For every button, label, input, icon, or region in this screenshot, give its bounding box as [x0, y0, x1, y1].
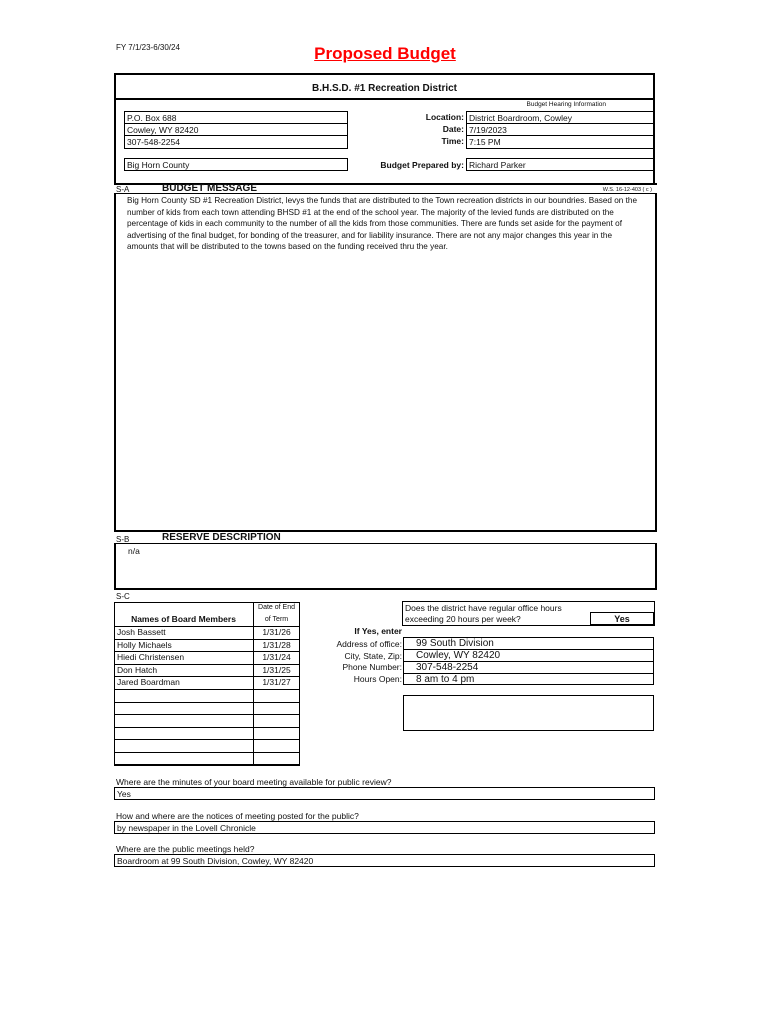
address-line2: Cowley, WY 82420	[125, 124, 347, 136]
reserve-heading: RESERVE DESCRIPTION	[162, 532, 281, 543]
board-member-name: Josh Bassett	[117, 627, 166, 637]
hearing-heading: Budget Hearing Information	[526, 101, 606, 108]
date-label: Date:	[442, 124, 464, 134]
board-member-term: 1/31/24	[262, 652, 291, 663]
time-label: Time:	[441, 136, 464, 146]
address-box	[124, 111, 348, 149]
county-field: Big Horn County	[124, 158, 348, 171]
office-info-box	[403, 637, 654, 685]
statute-ref: W.S. 16-12-403 ( c )	[602, 187, 652, 193]
minutes-question: Where are the minutes of your board meeting available for public review?	[116, 777, 392, 787]
address-line1: P.O. Box 688	[125, 112, 347, 124]
term-header-1: Date of End	[258, 604, 295, 611]
office-question-line1: Does the district have regular office hours	[405, 603, 562, 613]
budget-message-line: number of kids from each town attending BHSD #1 at the end of the school year. The majority of the levied funds are distributed on the	[127, 207, 614, 217]
notices-question: How and where are the notices of meeting posted for the public?	[116, 811, 359, 821]
prepared-by-value: Richard Parker	[466, 158, 654, 171]
office-city-label: City, State, Zip:	[344, 651, 402, 661]
address-phone: 307-548-2254	[127, 137, 180, 147]
office-city: Cowley, WY 82420	[404, 650, 653, 662]
prepared-by-label: Budget Prepared by:	[380, 160, 464, 170]
board-member-term: 1/31/28	[262, 639, 291, 650]
meetings-question: Where are the public meetings held?	[116, 844, 255, 854]
minutes-answer: Yes	[114, 787, 655, 800]
time-value: 7:15 PM	[469, 137, 501, 147]
section-code-sa: S-A	[116, 185, 130, 194]
district-banner	[114, 73, 655, 100]
fiscal-year: FY 7/1/23-6/30/24	[116, 43, 180, 52]
hearing-box	[466, 111, 654, 149]
location-label: Location:	[425, 112, 464, 122]
budget-message-line: percentage of kids in each community to the number of all the kids from those communities. There are funds set aside for the payment of	[127, 219, 622, 228]
location-value: District Boardroom, Cowley	[467, 112, 653, 124]
budget-message-text	[127, 195, 652, 253]
board-member-name: Jared Boardman	[117, 677, 180, 688]
office-address-label: Address of office:	[336, 639, 402, 649]
office-question-line2: exceeding 20 hours per week?	[405, 614, 521, 624]
section-code-sb: S-B	[116, 535, 130, 544]
names-header: Names of Board Members	[131, 614, 236, 624]
notices-answer: by newspaper in the Lovell Chronicle	[114, 821, 655, 834]
budget-message-line: amounts that will be distributed to the towns based on the funding received thru the year.	[127, 242, 448, 251]
reserve-text: n/a	[128, 546, 140, 556]
office-hours-label: Hours Open:	[353, 674, 402, 684]
office-phone: 307-548-2254	[404, 662, 653, 674]
date-value: 7/19/2023	[467, 124, 653, 136]
board-member-name: Holly Michaels	[117, 639, 172, 650]
board-member-name: Hiedi Christensen	[117, 652, 185, 663]
board-member-name: Don Hatch	[117, 664, 158, 675]
board-member-term: 1/31/27	[262, 677, 291, 688]
if-yes-label: If Yes, enter	[354, 626, 402, 636]
office-notes-box	[403, 695, 654, 731]
district-name: B.H.S.D. #1 Recreation District	[311, 83, 458, 94]
reserve-box	[114, 543, 657, 590]
meetings-answer: Boardroom at 99 South Division, Cowley, WY 82420	[114, 854, 655, 867]
term-header-2: of Term	[264, 616, 289, 623]
office-phone-label: Phone Number:	[342, 662, 402, 672]
page-title: Proposed Budget	[314, 44, 456, 63]
office-address: 99 South Division	[404, 638, 653, 650]
budget-message-line: Big Horn County SD #1 Recreation District, levys the funds that are distributed to the Town recreation districts in our boundries. Based on the	[127, 196, 638, 205]
board-member-term: 1/31/26	[262, 627, 291, 637]
budget-message-line: advertising of the final budget, for bonding of the treasurer, and for liability insurance. There are not any major changes this year in the	[127, 230, 613, 240]
board-member-term: 1/31/25	[262, 664, 291, 675]
budget-message-heading: BUDGET MESSAGE	[162, 183, 258, 194]
section-code-sc: S-C	[116, 592, 130, 601]
office-hours: 8 am to 4 pm	[416, 674, 475, 685]
office-answer: Yes	[590, 612, 654, 625]
